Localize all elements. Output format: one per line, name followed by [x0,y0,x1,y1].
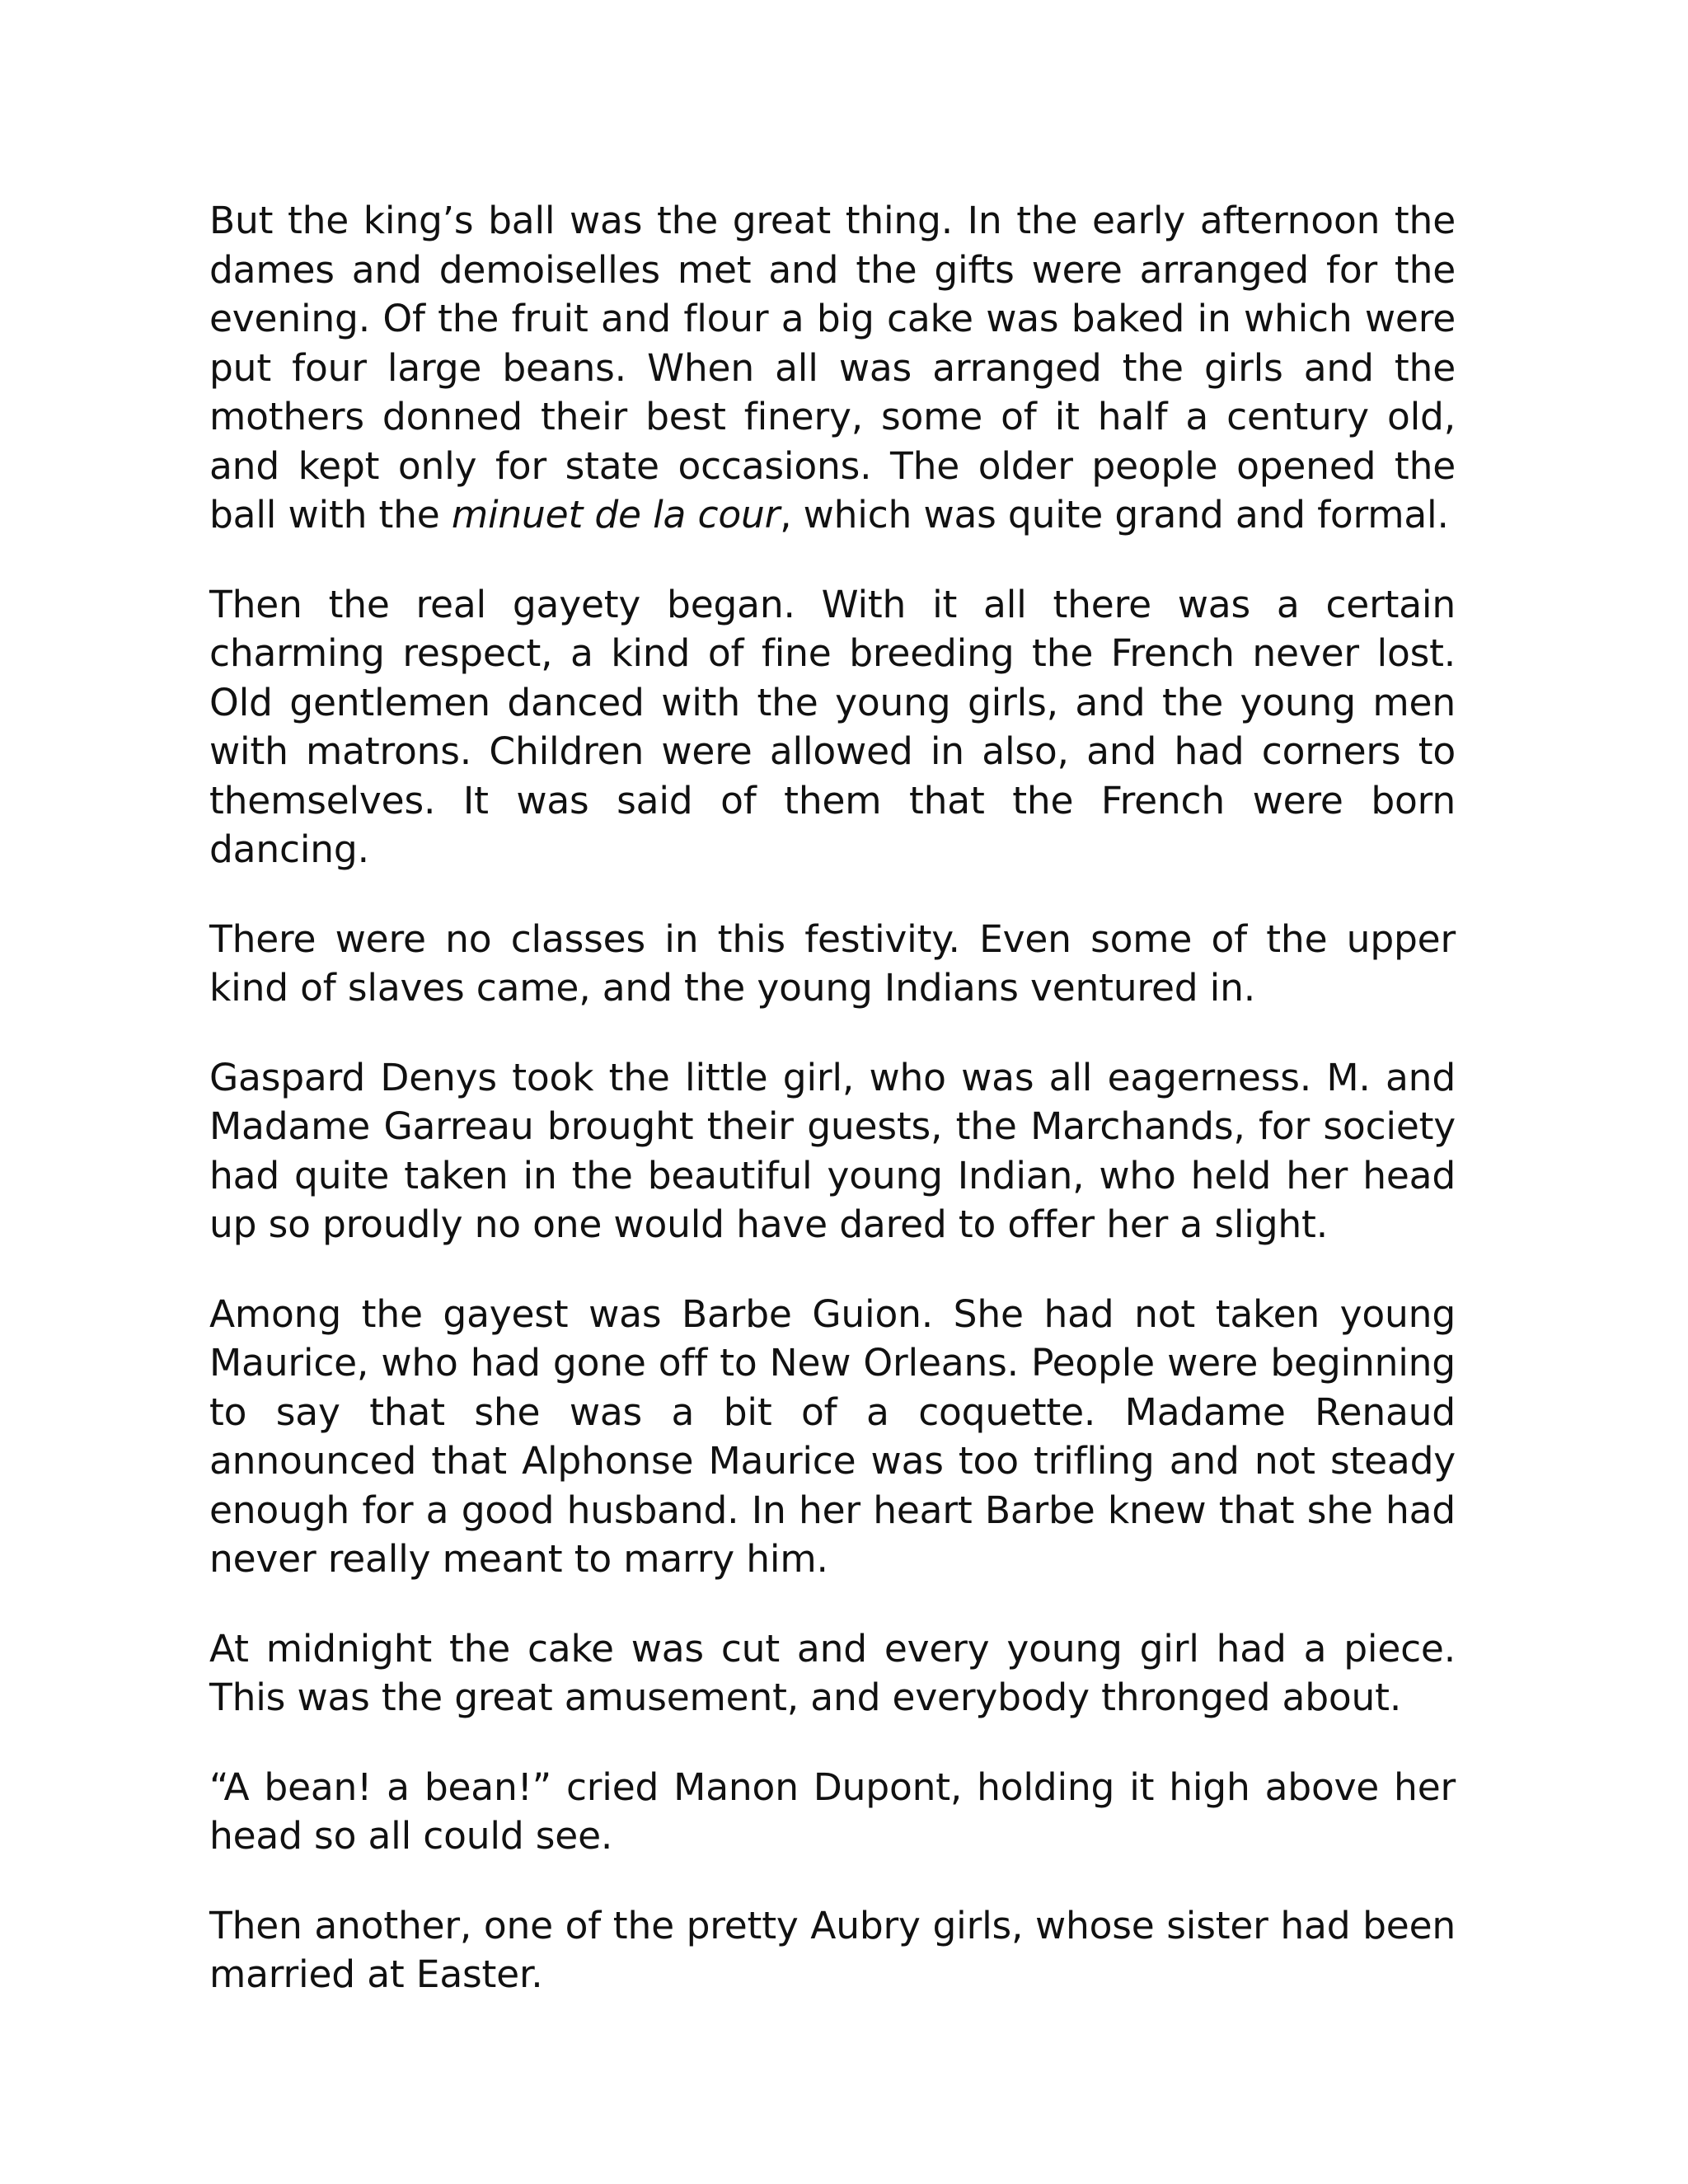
paragraph-4: Gaspard Denys took the little girl, who was all eagerness. M. and Madame Garreau brought their guests, the Marchands, for society had quite taken in the beautiful young Indian, who held her head up so proudly no one would have dared to offer her a slight. [209,1055,1456,1246]
paragraph-1-text-end: , which was quite grand and formal. [780,493,1449,537]
paragraph-1-italic-phrase: minuet de la cour [451,493,781,537]
paragraph-1 [209,196,1456,540]
paragraph-3: There were no classes in this festivity. Even some of the upper kind of slaves came, and the young Indians ventured in. [209,916,1456,1010]
paragraph-6: At midnight the cake was cut and every young girl had a piece. This was the great amusement, and everybody thronged about. [209,1626,1456,1719]
paragraph-1-text-start: But the king’s ball was the great thing. In the early afternoon the dames and demoiselles met and the gifts were arranged for the evening. Of the fruit and flour a big cake was baked in which were put four large beans. When all was arranged the girls and the mothers donned their best finery, some of it half a century old, and kept only for state occasions. The older people opened the ball with the [209,199,1456,537]
paragraph-8: Then another, one of the pretty Aubry girls, whose sister had been married at Easter. [209,1903,1456,1996]
paragraph-5: Among the gayest was Barbe Guion. She had not taken young Maurice, who had gone off to New Orleans. People were beginning to say that she was a bit of a coquette. Madame Renaud announced that Alphonse Maurice was too trifling and not steady enough for a good husband. In her heart Barbe knew that she had never really meant to marry him. [209,1291,1456,1581]
paragraph-7: “A bean! a bean!” cried Manon Dupont, holding it high above her head so all could see. [209,1765,1456,1858]
paragraph-2: Then the real gayety began. With it all there was a certain charming respect, a kind of fine breeding the French never lost. Old gentlemen danced with the young girls, and the young men with matrons. Children were allowed in also, and had corners to themselves. It was said of them that the French were born dancing. [209,582,1456,871]
page-body [209,196,1456,1999]
